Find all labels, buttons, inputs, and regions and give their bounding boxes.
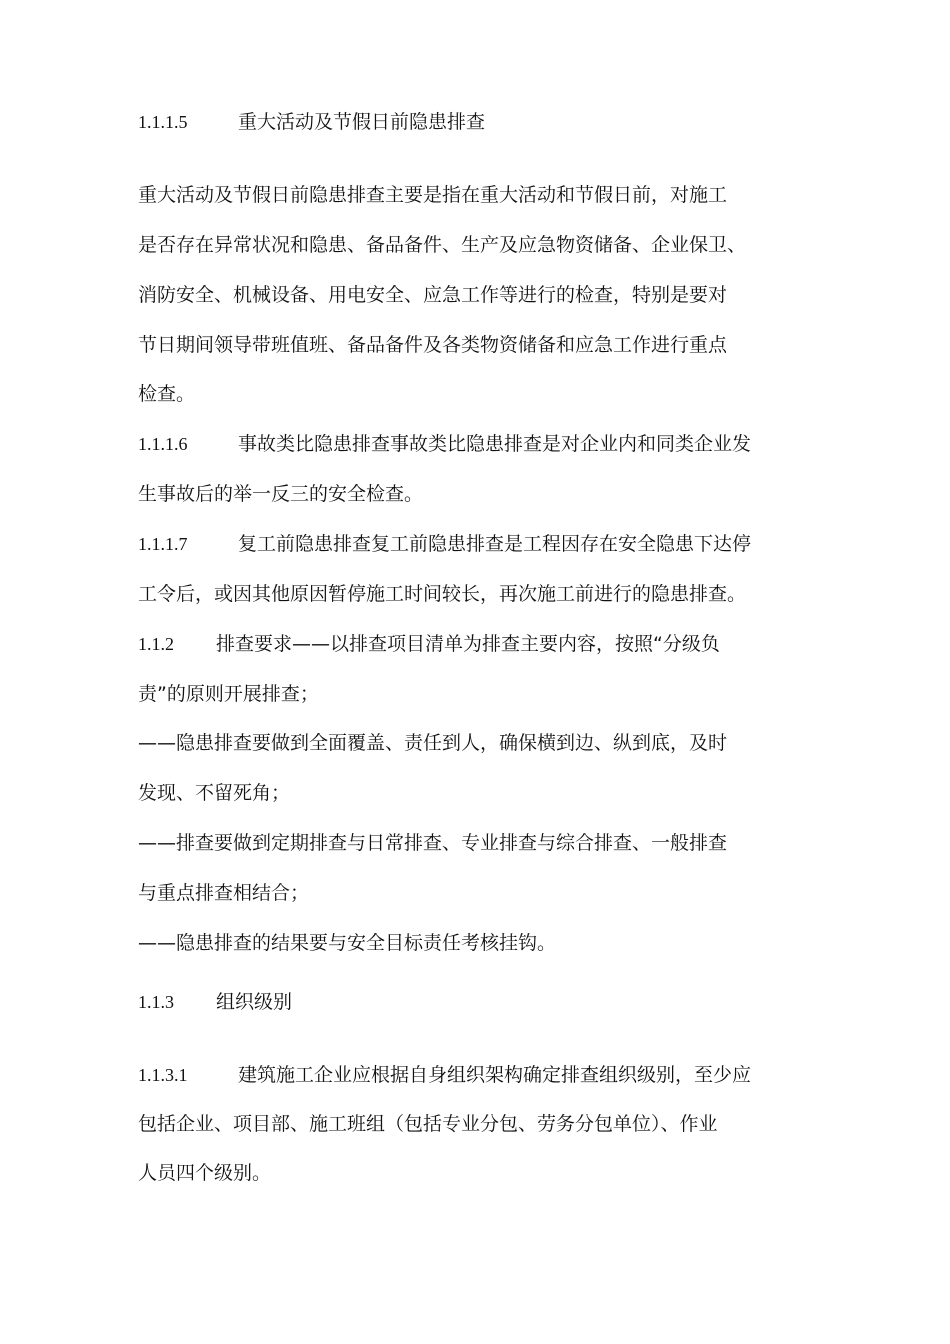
section-1-1-3-1-line-1 (138, 1063, 751, 1087)
paragraph-line: 责”的原则开展排查； (138, 683, 319, 705)
list-item-continued: 发现、不留死角； (138, 782, 291, 804)
paragraph-line: 工令后，或因其他原因暂停施工时间较长，再次施工前进行的隐患排查。 (138, 583, 747, 605)
paragraph-line: 生事故后的举一反三的安全检查。 (138, 483, 424, 505)
list-item: ——排查要做到定期排查与日常排查、专业排查与综合排查、一般排查 (138, 832, 728, 854)
paragraph-line: 重大活动及节假日前隐患排查主要是指在重大活动和节假日前，对施工 (138, 184, 728, 206)
section-title: 组织级别 (216, 991, 293, 1013)
paragraph-line: 人员四个级别。 (138, 1162, 272, 1184)
section-number: 1.1.1.6 (138, 434, 188, 454)
paragraph-line: 消防安全、机械设备、用电安全、应急工作等进行的检查，特别是要对 (138, 284, 728, 306)
paragraph-line: 节日期间领导带班值班、备品备件及各类物资储备和应急工作进行重点 (138, 334, 728, 356)
section-number: 1.1.1.5 (138, 112, 188, 132)
list-item-continued: 与重点排查相结合； (138, 882, 310, 904)
paragraph-line: 是否存在异常状况和隐患、备品备件、生产及应急物资储备、企业保卫、 (138, 234, 747, 256)
section-number: 1.1.3 (138, 992, 174, 1012)
section-number: 1.1.1.7 (138, 534, 188, 554)
paragraph-text: 建筑施工企业应根据自身组织架构确定排查组织级别，至少应 (238, 1064, 752, 1086)
section-number: 1.1.2 (138, 634, 174, 654)
paragraph-text: 复工前隐患排查复工前隐患排查是工程因存在安全隐患下达停 (238, 533, 752, 555)
list-item: ——隐患排查的结果要与安全目标责任考核挂钩。 (138, 932, 557, 954)
section-1-1-1-6-line-1 (138, 432, 751, 456)
section-1-1-2-line-1 (138, 632, 720, 656)
paragraph-text: 事故类比隐患排查事故类比隐患排查是对企业内和同类企业发 (238, 433, 752, 455)
section-number: 1.1.3.1 (138, 1065, 188, 1085)
paragraph-line: 包括企业、项目部、施工班组（包括专业分包、劳务分包单位）、作业 (138, 1113, 718, 1135)
paragraph-line: 检查。 (138, 383, 196, 405)
list-item: ——隐患排查要做到全面覆盖、责任到人，确保横到边、纵到底，及时 (138, 732, 728, 754)
paragraph-text: 排查要求——以排查项目清单为排查主要内容，按照“分级负 (216, 633, 720, 655)
section-heading-1-1-1-5 (138, 110, 485, 134)
section-heading-1-1-3 (138, 990, 292, 1014)
section-title: 重大活动及节假日前隐患排查 (238, 111, 486, 133)
section-1-1-1-7-line-1 (138, 532, 751, 556)
